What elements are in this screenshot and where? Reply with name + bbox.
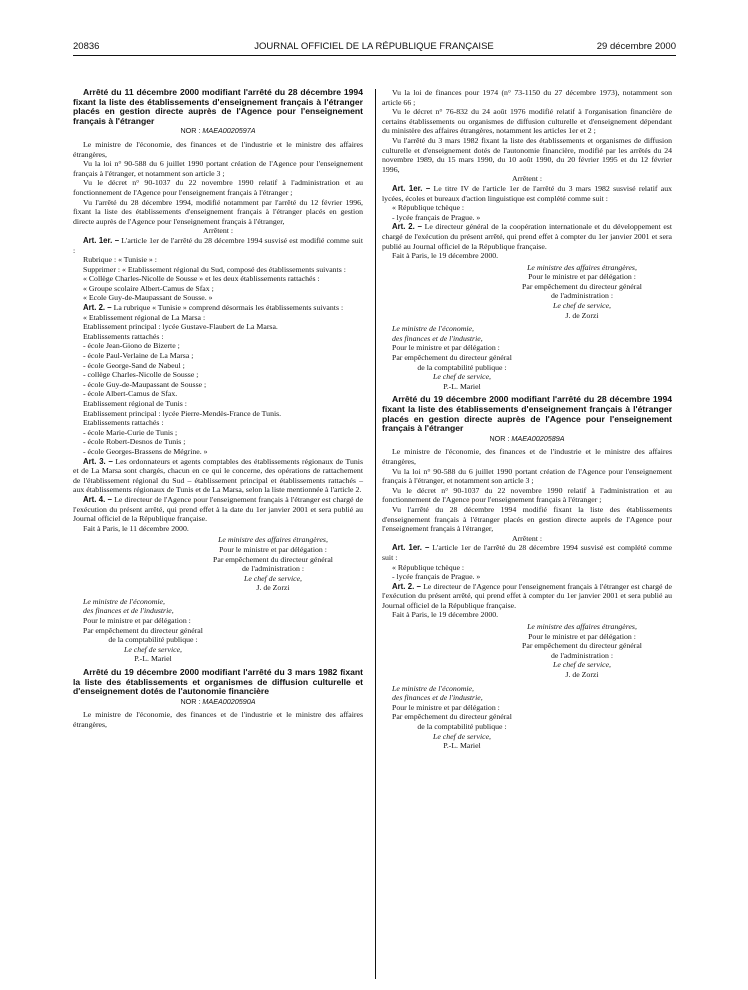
list-line: « Groupe scolaire Albert-Camus de Sfax ; [83,283,214,293]
list-line: - école Georges-Brassens de Mégrine. » [83,446,208,456]
arretent-heading: Arrêtent : [511,174,543,184]
paragraph: Vu l'arrêté du 28 décembre 1994 modifié fixant la liste des établissements d'enseignement français à l'étranger placés en gestion directe auprès de l'Agence pour l'enseignement français à l'étranger, [382,504,672,534]
list-line: « République tchèque : [392,562,465,572]
signature-block-foreign-affairs: Le ministre des affaires étrangères, Pour le ministre et par délégation : Par empêchement du directeur général de l'administration : Le chef de service, J. de Zorzi [522,622,642,680]
paragraph: Vu l'arrêté du 28 décembre 1994, modifié notamment par l'arrêté du 12 février 1996, fixant la liste des établissements d'enseignement français à l'étranger placés en gestion directe auprès de l'Agence pour l'enseignement français à l'étranger, [73,197,363,226]
nor-reference: NOR : MAEA0020590A [180,696,256,706]
list-line: Etablissement régional de Tunis : [83,399,187,408]
signature-date: Fait à Paris, le 19 décembre 2000. [392,251,499,261]
left-column [73,88,363,730]
signature-date: Fait à Paris, le 19 décembre 2000. [392,610,499,620]
arretent-heading: Arrêtent : [511,533,543,543]
paragraph: Vu l'arrêté du 3 mars 1982 fixant la liste des établissements et organismes de diffusion culturelle et d'enseignement dotés de l'autonomie financière, modifié par les arrêtés du 24 novembre 1989, du 15 mars 1990, du 10 août 1990, du 20 février 1995 et du 12 février 1996, [382,135,672,174]
article-2: Art. 2. – La rubrique « Tunisie » comprend désormais les établissements suivants : [83,303,344,313]
column-divider [375,89,376,979]
right-column [382,88,672,755]
list-line: - école Robert-Desnos de Tunis ; [83,437,186,447]
paragraph: Vu le décret n° 90-1037 du 22 novembre 1990 relatif à l'administration et au fonctionnement de l'Agence pour l'enseignement français à l'étranger ; [73,178,363,197]
arretent-heading: Arrêtent : [202,226,234,236]
paragraph: Le ministre de l'économie, des finances et de l'industrie et le ministre des affaires étrangères, [73,710,363,729]
issue-date: 29 décembre 2000 [596,41,676,52]
paragraph: Le ministre de l'économie, des finances et de l'industrie et le ministre des affaires étrangères, [382,447,672,466]
nor-reference: NOR : MAEA0020589A [489,433,565,443]
signature-date: Fait à Paris, le 11 décembre 2000. [83,523,189,533]
list-line: - école Jean-Giono de Bizerte ; [83,341,180,351]
page-header [0,0,748,52]
header-rule [73,55,676,56]
list-line: Etablissements rattachés : [83,418,164,428]
nor-reference: NOR : MAEA0020597A [180,126,256,136]
signature-block-foreign-affairs: Le ministre des affaires étrangères, Pour le ministre et par délégation : Par empêchement du directeur général de l'administration : Le chef de service, J. de Zorzi [213,535,333,593]
list-line: - école Guy-de-Maupassant de Sousse ; [83,379,207,389]
signature-block-economy: Le ministre de l'économie, des finances et de l'industrie, Pour le ministre et par délégation : Par empêchement du directeur général de la comptabilité publique : Le chef de service, P.-L. Mariel [83,596,203,664]
list-line: « Ecole Guy-de-Maupassant de Sousse. » [83,293,213,303]
paragraph: Vu le décret n° 76-832 du 24 août 1976 modifié relatif à l'organisation financière de certains établissements ou organismes de diffusion culturelle et d'enseignement dépendant du ministère des affaires étrangères, notamment les articles 1er et 2 ; [382,107,672,136]
decree-title: Arrêté du 19 décembre 2000 modifiant l'arrêté du 3 mars 1982 fixant la liste des établissements et organismes de diffusion culturelle et d'enseignement dotés de l'autonomie financière [73,667,363,697]
list-line: - lycée français de Prague. » [392,572,481,582]
page-number: 20836 [73,41,100,52]
paragraph: Le ministre de l'économie, des finances et de l'industrie et le ministre des affaires étrangères, [73,139,363,159]
article-3: Art. 3. – Les ordonnateurs et agents comptables des établissements régionaux de Tunis et de La Marsa sont chargés, chacun en ce qui le concerne, des opérations de rattachement de l'établissement régional du Sud – établissement principal et établissements rattachés – aux établissements régionaux de Tunis et de La Marsa, selon la liste mentionnée à l'article 2. [73,456,363,495]
article-2: Art. 2. – Le directeur de l'Agence pour l'enseignement français à l'étranger est chargé de l'exécution du présent arrêté, qui prend effet à compter du 1er janvier 2001 et sera publié au Journal officiel de la République française. [382,581,672,610]
list-line: Rubrique : « Tunisie » : [83,255,157,265]
list-line: Etablissement principal : lycée Pierre-Mendès-France de Tunis. [83,408,282,418]
article-2: Art. 2. – Le directeur général de la coopération internationale et du développement est chargé de l'exécution du présent arrêté, qui prend effet à compter du 1er janvier 2001 et sera publié au Journal officiel de la République française. [382,222,673,251]
signature-block-foreign-affairs: Le ministre des affaires étrangères, Pour le ministre et par délégation : Par empêchement du directeur général de l'administration : Le chef de service, J. de Zorzi [522,262,642,320]
paragraph: Vu la loi n° 90-588 du 6 juillet 1990 portant création de l'Agence pour l'enseignement français à l'étranger, et notamment son article 3 ; [382,466,672,486]
signature-block-economy: Le ministre de l'économie, des finances et de l'industrie, Pour le ministre et par délégation : Par empêchement du directeur général de la comptabilité publique : Le chef de service, P.-L. Mariel [392,683,512,751]
signature-block-economy: Le ministre de l'économie, des finances et de l'industrie, Pour le ministre et par délégation : Par empêchement du directeur général de la comptabilité publique : Le chef de service, P.-L. Mariel [392,324,512,391]
list-line: - collège Charles-Nicolle de Sousse ; [83,370,199,380]
list-line: - école Albert-Camus de Sfax. [83,389,178,399]
journal-title: JOURNAL OFFICIEL DE LA RÉPUBLIQUE FRANÇAISE [254,41,494,52]
list-line: « République tchèque : [392,203,465,213]
article-1: Art. 1er. – L'article 1er de l'arrêté du 28 décembre 1994 susvisé est modifié comme suit : [73,235,363,255]
paragraph: Vu la loi de finances pour 1974 (n° 73-1150 du 27 décembre 1973), notamment son article 66 ; [382,88,672,107]
list-line: « Etablissement régional de La Marsa : [83,312,206,322]
decree-title: Arrêté du 11 décembre 2000 modifiant l'arrêté du 28 décembre 1994 fixant la liste des établissements d'enseignement français à l'étranger placés en gestion directe auprès de l'Agence pour l'enseignement français à l'étranger [73,87,363,126]
list-line: - lycée français de Prague. » [392,212,481,222]
decree-title: Arrêté du 19 décembre 2000 modifiant l'arrêté du 28 décembre 1994 fixant la liste des établissements d'enseignement français à l'étranger placés en gestion directe auprès de l'Agence pour l'enseignement français à l'étranger [382,394,672,434]
list-line: Etablissements rattachés : [83,331,164,341]
paragraph: Vu la loi n° 90-588 du 6 juillet 1990 portant création de l'Agence pour l'enseignement français à l'étranger, et notamment son article 3 ; [73,159,363,178]
list-line: - école Marie-Curie de Tunis ; [83,427,178,437]
list-line: Etablissement principal : lycée Gustave-Flaubert de La Marsa. [83,322,278,332]
list-line: - école Paul-Verlaine de La Marsa ; [83,351,194,361]
article-1: Art. 1er. – L'article 1er de l'arrêté du 28 décembre 1994 susvisé est complété comme suit : [382,543,672,562]
list-line: - école George-Sand de Nabeul ; [83,360,185,370]
list-line: « Collège Charles-Nicolle de Sousse » et les deux établissements rattachés : [83,274,320,284]
list-line: Supprimer : « Etablissement régional du Sud, composé des établissements suivants : [83,264,346,274]
paragraph: Vu le décret n° 90-1037 du 22 novembre 1990 relatif à l'administration et au fonctionnement de l'Agence pour l'enseignement français à l'étranger ; [382,485,672,505]
article-1: Art. 1er. – Le titre IV de l'article 1er de l'arrêté du 3 mars 1982 susvisé relatif aux lycées, écoles et bureaux d'action linguistique est complété comme suit : [382,183,673,203]
article-4: Art. 4. – Le directeur de l'Agence pour l'enseignement français à l'étranger est chargé de l'exécution du présent arrêté, qui prend effet à la date du 1er janvier 2001 et sera publié au Journal officiel de la République française. [73,494,363,524]
